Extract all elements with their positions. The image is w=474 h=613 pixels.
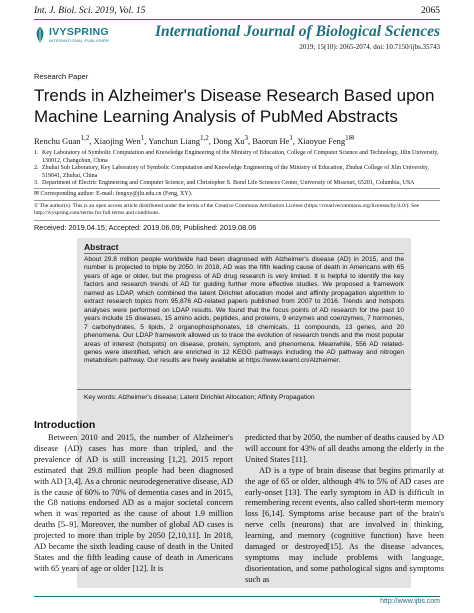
author-list bbox=[34, 133, 444, 146]
abstract-text: About 29.8 million people worldwide had been diagnosed with Alzheimer's disease (AD) in 2015, and the number is projected to triple by 2050. In 2018, AD was the fifth leading cause of death in Americans with 65 years of age or older, but the progress of AD drug research is very limited. It is helpful to identify the key factors and research trends of AD for guiding further more effective studies. We proposed a framework named as LDAP, which combined the latent Dirichlet allocation model and affinity propagation algorithm to extract research topics from 95,876 AD-related papers published from 2007 to 2016. Trends and hotspots analyses were performed on LDAP results. We found that the focus points of AD research for the past 10 years include 15 diseases, 15 amino acids, peptides, and proteins, 9 enzymes and coenzymes, 7 hormones, 7 carbohydrates, 5 lipids, 2 organophosphonates, 18 chemicals, 11 compounds, 13 genes, and 20 phenomena. Our LDAP framework allowed us to trace the evolution of research trends and the most popular areas of interest (hotspots) on disease, protein, symptom, and phenomena. Meanwhile, 556 AD related-genes were identified, which are enriched in 12 KEGG pathways including the AD pathway and nitrogen metabolism pathway. Our results are freely available at https://www.keaml.cn/Alzheimer. bbox=[84, 256, 404, 365]
abstract-rule bbox=[84, 253, 404, 254]
page-number: 2065 bbox=[421, 6, 440, 16]
affiliation-item: 2. Zhuhai Sub Laboratory, Key Laboratory of Symbolic Computation and Knowledge Engineering of the Ministry of Education, Zhuhai College of Jilin University, 519041, Zhuhai, China bbox=[34, 165, 429, 179]
affiliation-item: 1. Key Laboratory of Symbolic Computation and Knowledge Engineering of the Ministry of Education, College of Computer Science and Technology, Jilin University, 130012, Changchun, China bbox=[34, 150, 439, 164]
intro-paragraph: Between 2010 and 2015, the number of Alzheimer's disease (AD) cases has more than tripled, and the prevalence of AD is still increasing [1,2]. 2015 report estimated that 29.8 million people had been diagnosed with AD [3,4]. As a chronic neurodegenerative disease, AD is the cause of 60% to 70% of dementia cases and in 2015, the G8 nations endorsed AD as a major societal concern when it was reported as the cause of about 1.9 million deaths [5–9]. Moreover, the number of global AD cases is projected to more than triple by 2050 [2,10,11]. In 2018, AD became the sixth leading cause of death in the United States and the fifth leading cause of death in Americans with 65 years of age or older [12]. It is bbox=[34, 433, 233, 573]
publisher-logo bbox=[34, 23, 124, 47]
journal-url[interactable]: http://www.ijbs.com bbox=[380, 598, 440, 605]
keywords: Key words: Alzheimer's disease; Latent Dirichlet Allocation; Affinity Propagation bbox=[84, 394, 315, 401]
authors-text: Renchu Guan$^{1,2}$, Xiaojing Wen$^1$, Yanchun Liang$^{1,2}$, Dong Xu$^3$, Baorun He$^1$, Xiaoyue Feng$^{1✉}$ bbox=[34, 134, 355, 146]
affiliations bbox=[34, 150, 444, 188]
divider bbox=[34, 220, 440, 221]
paper-title: Trends in Alzheimer's Disease Research Based upon Machine Learning Analysis of PubMed Abstracts bbox=[34, 86, 435, 126]
section-heading-introduction: Introduction bbox=[34, 419, 96, 431]
body-column-right bbox=[245, 433, 444, 586]
paper-type: Research Paper bbox=[34, 72, 89, 81]
running-header bbox=[34, 4, 440, 18]
ivy-leaf-icon bbox=[34, 26, 46, 44]
intro-paragraph: AD is a type of brain disease that begins primarily at the age of 65 or older, although 4% to 5% of AD cases are early-onset [13]. The early symptom in AD is difficult in remembering recent events, also called short-term memory loss [6,14]. Symptoms arise because part of the brain's nerve cells (neurons) that are involved in thinking, learning, and memory (cognitive function) have been damaged or destroyed[15]. As the disease advances, symptoms may include problems with language, disorientation, and some pathological signs and symptoms such as bbox=[245, 465, 444, 584]
publisher-subtitle: INTERNATIONAL PUBLISHER bbox=[49, 37, 109, 43]
journal-name[interactable]: International Journal of Biological Sciences bbox=[154, 23, 440, 40]
corresponding-author[interactable]: ✉ Corresponding author: E-mail: fengxy@jlu.edu.cn (Feng, XY). bbox=[34, 191, 193, 197]
header-rule bbox=[34, 19, 440, 20]
affiliation-item: 3. Department of Electric Engineering and Computer Science, and Christopher S. Bond Life Sciences Center, University of Missouri, 65201, Columbia, USA bbox=[34, 180, 415, 187]
abstract-heading: Abstract bbox=[84, 242, 119, 252]
intro-paragraph: predicted that by 2050, the number of deaths caused by AD will account for 43% of all deaths among the elderly in the United States [11]. bbox=[245, 433, 444, 464]
journal-citation: 2019; 15(10): 2065-2074. doi: 10.7150/ijbs.35743 bbox=[299, 43, 440, 51]
running-head: Int. J. Biol. Sci. 2019, Vol. 15 bbox=[34, 6, 146, 16]
divider bbox=[34, 200, 440, 201]
article-dates: Received: 2019.04.15; Accepted: 2019.06.09; Published: 2019.08.06 bbox=[34, 223, 257, 232]
publisher-name: IVYSPRING bbox=[49, 26, 109, 39]
license-notice[interactable]: © The author(s). This is an open access article distributed under the terms of the Creative Commons Attribution License (https://creativecommons.org/licenses/by/4.0/). See http://ivyspring.com/terms for full terms and conditions. bbox=[34, 203, 420, 216]
keywords-rule bbox=[77, 389, 411, 390]
body-column-left bbox=[34, 433, 233, 575]
footer-rule bbox=[34, 596, 440, 597]
divider bbox=[34, 188, 440, 189]
